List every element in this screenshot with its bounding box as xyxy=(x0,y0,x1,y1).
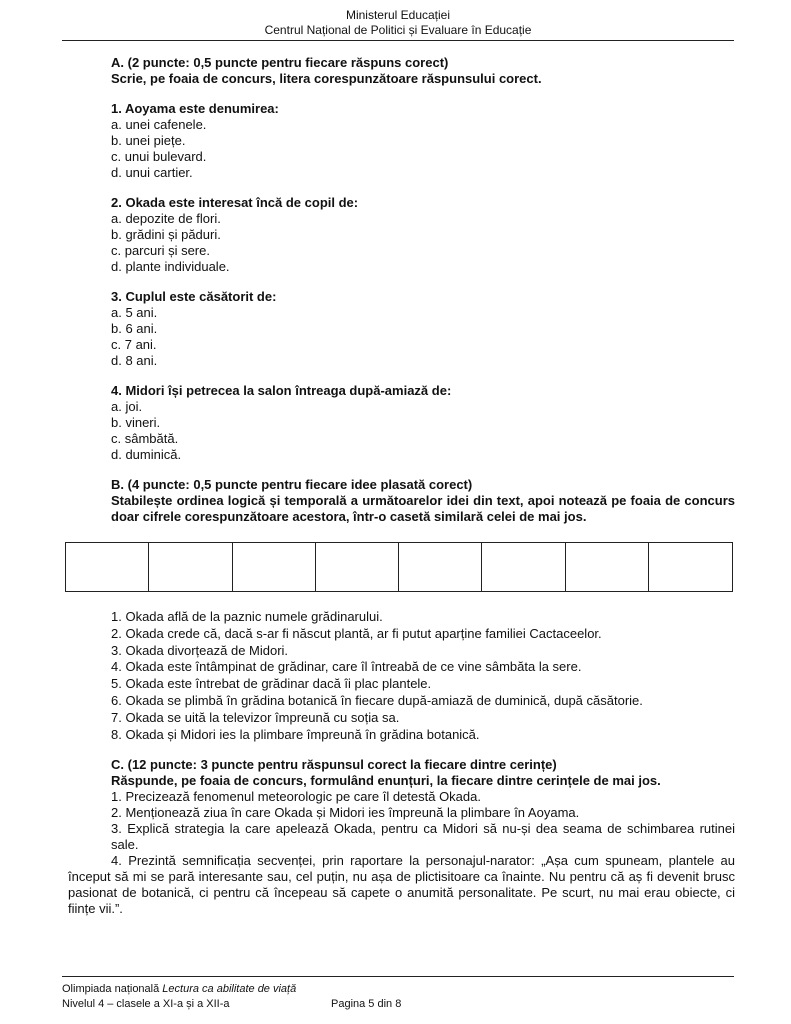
option: a. 5 ani. xyxy=(111,305,158,320)
question-2 xyxy=(111,195,735,275)
section-c-title: C. (12 puncte: 3 puncte pentru răspunsul corect la fiecare dintre cerințe) xyxy=(111,757,557,772)
section-c xyxy=(68,757,735,917)
answer-cell[interactable] xyxy=(482,543,565,591)
footer-olympiad xyxy=(62,982,734,997)
option: d. unui cartier. xyxy=(111,165,193,180)
list-item: 3. Explică strategia la care apelează Okada, pentru ca Midori să nu-și dea seama de schimbarea rutinei sale. xyxy=(111,821,735,852)
option: b. vineri. xyxy=(111,415,161,430)
option: d. duminică. xyxy=(111,447,182,462)
answer-cell[interactable] xyxy=(149,543,232,591)
header-center: Centrul Național de Politici și Evaluare în Educație xyxy=(264,23,532,37)
option: d. plante individuale. xyxy=(111,259,230,274)
answer-cell[interactable] xyxy=(566,543,649,591)
page-number: Pagina 5 din 8 xyxy=(331,998,402,1010)
footer-level: Nivelul 4 – clasele a XI-a și a XII-a xyxy=(62,998,230,1010)
answer-cell[interactable] xyxy=(649,543,732,591)
list-item: 4. Okada este întâmpinat de grădinar, care îl întreabă de ce vine sâmbăta la sere. xyxy=(111,659,582,675)
header-divider xyxy=(62,40,734,41)
option: d. 8 ani. xyxy=(111,353,158,368)
option: c. unui bulevard. xyxy=(111,149,207,164)
question-text: 2. Okada este interesat încă de copil de: xyxy=(111,195,359,210)
option: c. sâmbătă. xyxy=(111,431,179,446)
question-text: 1. Aoyama este denumirea: xyxy=(111,101,279,116)
list-item: 1. Okada află de la paznic numele grădinarului. xyxy=(111,609,383,624)
answer-grid xyxy=(65,542,733,592)
option: b. 6 ani. xyxy=(111,321,158,336)
list-item: 6. Okada se plimbă în grădina botanică în fiecare după-amiază de duminică, după căsătorie. xyxy=(111,692,643,708)
footer-olympiad-title: Lectura ca abilitate de viață xyxy=(162,983,297,995)
page-header xyxy=(62,8,734,38)
option: b. grădini și păduri. xyxy=(111,227,221,242)
footer-olympiad-prefix: Olimpiada națională xyxy=(62,983,163,995)
option: c. 7 ani. xyxy=(111,337,157,352)
list-item: 1. Precizează fenomenul meteorologic pe care îl detestă Okada. xyxy=(111,789,481,804)
answer-cell[interactable] xyxy=(316,543,399,591)
footer-divider xyxy=(62,976,734,977)
list-item: 8. Okada și Midori ies la plimbare împreună în grădina botanică. xyxy=(111,726,480,742)
section-a-instruction: Scrie, pe foaia de concurs, litera corespunzătoare răspunsului corect. xyxy=(111,71,542,86)
answer-cell[interactable] xyxy=(66,543,149,591)
section-b-items xyxy=(111,609,735,743)
question-text: 4. Midori își petrecea la salon întreaga după-amiază de: xyxy=(111,383,452,398)
list-item: 2. Menționează ziua în care Okada și Midori ies împreună la plimbare în Aoyama. xyxy=(111,805,580,820)
option: c. parcuri și sere. xyxy=(111,243,210,258)
answer-cell[interactable] xyxy=(399,543,482,591)
list-item: 5. Okada este întrebat de grădinar dacă îi plac plantele. xyxy=(111,676,432,692)
answer-cell[interactable] xyxy=(233,543,316,591)
list-item: 7. Okada se uită la televizor împreună cu soția sa. xyxy=(111,709,400,725)
question-3 xyxy=(111,289,735,369)
question-text: 3. Cuplul este căsătorit de: xyxy=(111,289,277,304)
section-a xyxy=(111,55,735,525)
list-item: 4. Prezintă semnificația secvenței, prin raportare la personajul-narator: „Așa cum spuneam, plantele au început să mi se pară interesante sau, cel puțin, nu așa de plictisitoare ca înainte. Nu pentru că aș fi devenit brusc pasionat de botanică, ci pentru că începeau să capete o anumită personalitate. Pe scurt, nu mai erau obiecte, ci ființe vii.”. xyxy=(68,853,735,916)
list-item: 3. Okada divorțează de Midori. xyxy=(111,642,289,658)
section-b-title: B. (4 puncte: 0,5 puncte pentru fiecare idee plasată corect) xyxy=(111,477,473,492)
section-a-title: A. (2 puncte: 0,5 puncte pentru fiecare răspuns corect) xyxy=(111,55,449,70)
question-4 xyxy=(111,383,735,463)
page-footer xyxy=(62,982,734,1012)
section-b-instruction: Stabilește ordinea logică și temporală a următoarelor idei din text, apoi notează pe foaia de concurs doar cifrele corespunzătoare acestora, într-o casetă similară celei de mai jos. xyxy=(111,493,735,524)
list-item: 2. Okada crede că, dacă s-ar fi născut plantă, ar fi putut aparține familiei Cactaceelor. xyxy=(111,625,602,641)
question-1 xyxy=(111,101,735,181)
option: a. unei cafenele. xyxy=(111,117,207,132)
option: a. joi. xyxy=(111,399,143,414)
option: a. depozite de flori. xyxy=(111,211,221,226)
header-ministry: Ministerul Educației xyxy=(345,8,451,22)
option: b. unei piețe. xyxy=(111,133,186,148)
section-c-instruction: Răspunde, pe foaia de concurs, formulând enunțuri, la fiecare dintre cerințele de mai jos. xyxy=(111,773,661,788)
